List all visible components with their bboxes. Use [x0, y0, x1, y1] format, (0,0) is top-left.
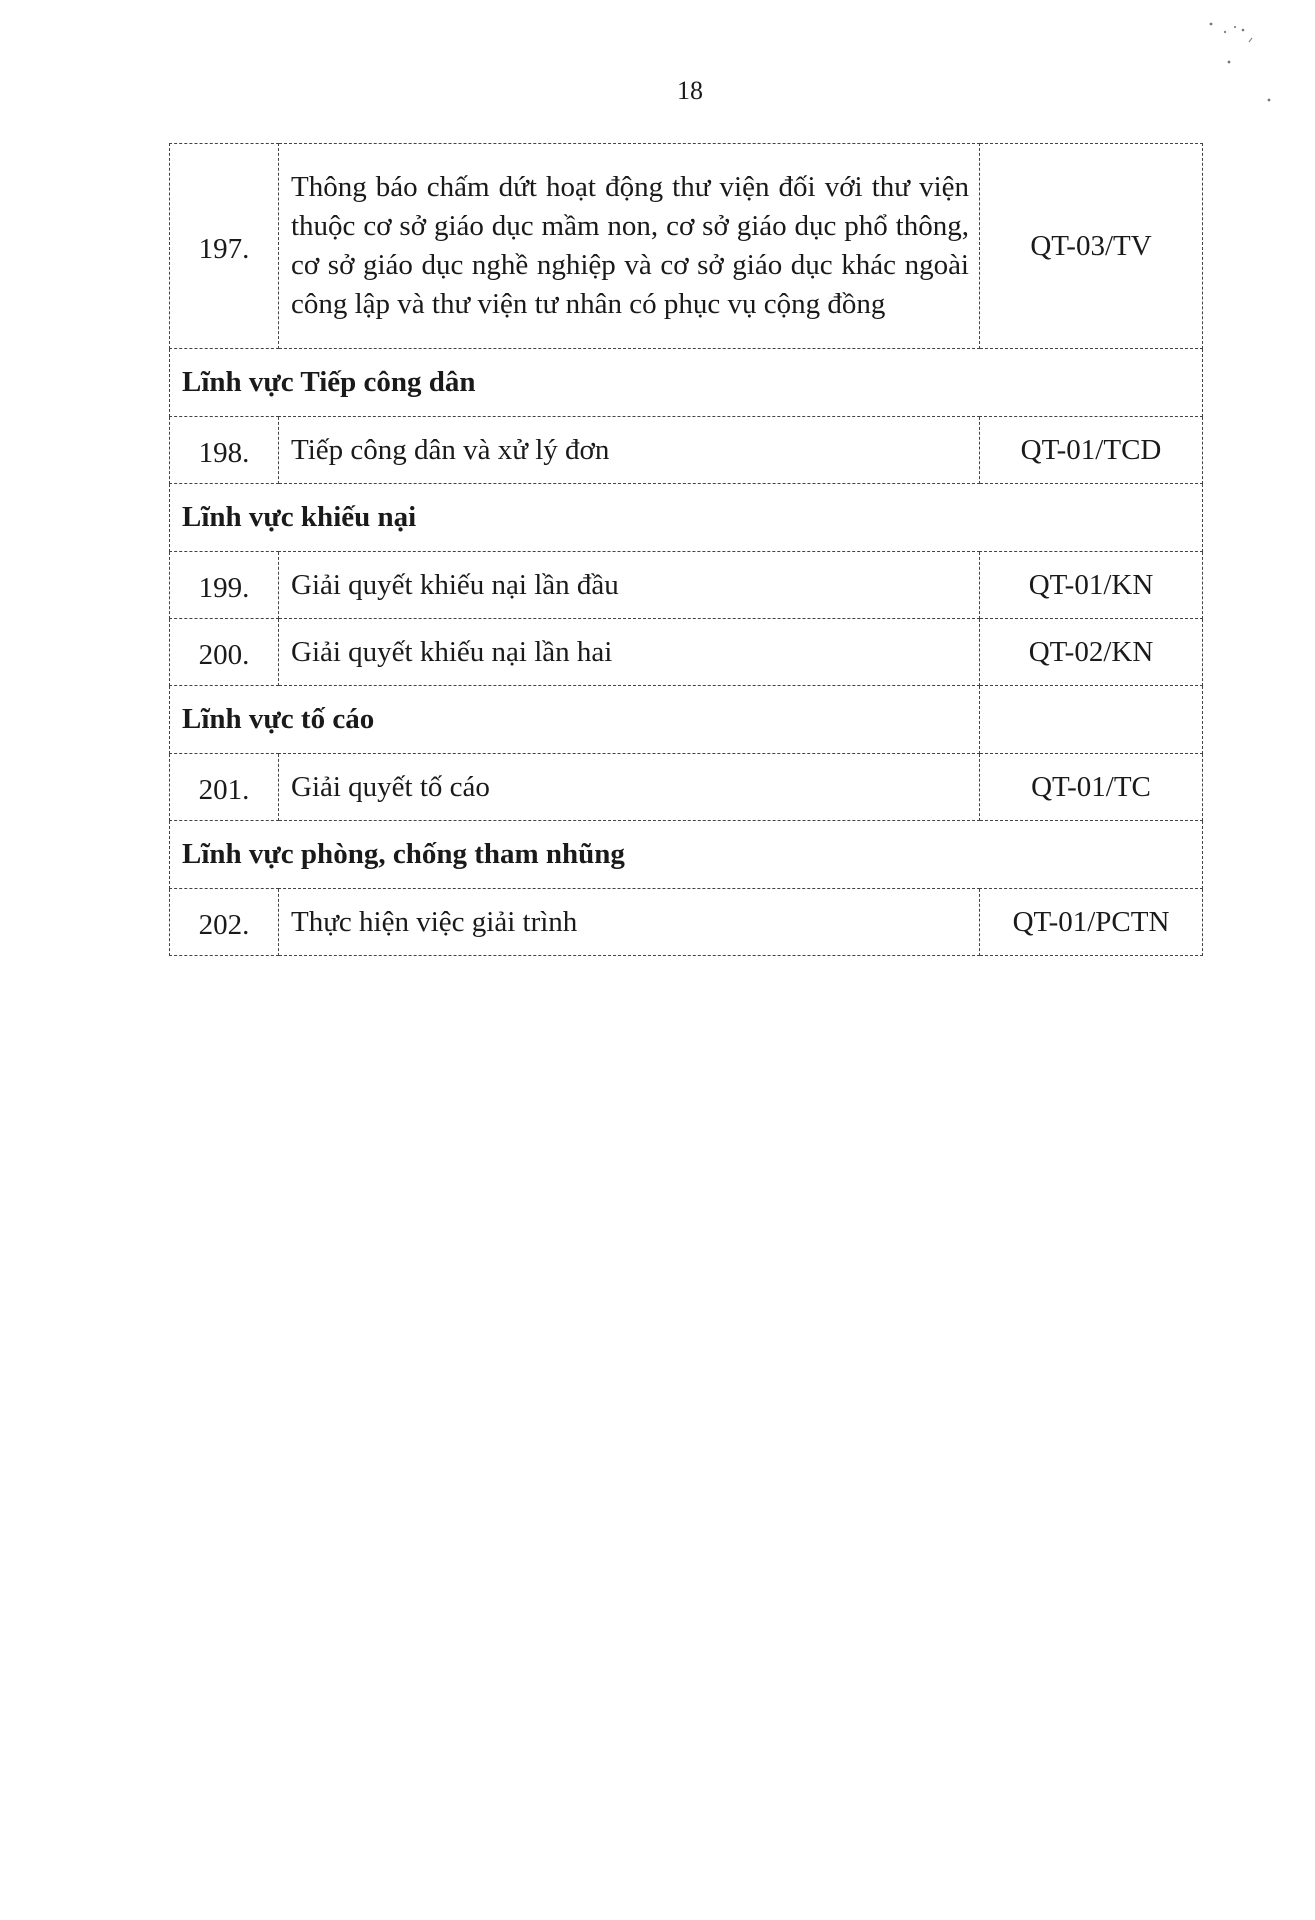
row-number: 202.: [170, 889, 279, 956]
scan-specks: [1205, 18, 1285, 108]
section-row: [170, 686, 1203, 754]
page-number: 18: [677, 76, 703, 105]
row-number: 199.: [170, 552, 279, 619]
procedure-code: QT-01/TCD: [980, 417, 1203, 484]
procedure-name: Thông báo chấm dứt hoạt động thư viện đối với thư viện thuộc cơ sở giáo dục mầm non, cơ sở giáo dục phổ thông, cơ sở giáo dục nghề nghiệp và cơ sở giáo dục khác ngoài công lập và thư viện tư nhân có phục vụ cộng đồng: [279, 144, 980, 349]
section-title: Lĩnh vực Tiếp công dân: [170, 349, 1203, 417]
table-row: [170, 552, 1203, 619]
row-number: 200.: [170, 619, 279, 686]
procedure-name: Thực hiện việc giải trình: [279, 889, 980, 956]
procedure-code: QT-02/KN: [980, 619, 1203, 686]
section-row: [170, 484, 1203, 552]
procedure-name: Giải quyết khiếu nại lần đầu: [279, 552, 980, 619]
row-number: 201.: [170, 754, 279, 821]
table-row: [170, 144, 1203, 349]
procedure-name: Giải quyết tố cáo: [279, 754, 980, 821]
table-row: [170, 619, 1203, 686]
table-row: [170, 889, 1203, 956]
procedure-name: Giải quyết khiếu nại lần hai: [279, 619, 980, 686]
section-title: Lĩnh vực khiếu nại: [170, 484, 1203, 552]
table-row: [170, 417, 1203, 484]
procedure-code: QT-01/KN: [980, 552, 1203, 619]
procedure-name: Tiếp công dân và xử lý đơn: [279, 417, 980, 484]
procedure-code: QT-01/PCTN: [980, 889, 1203, 956]
procedure-table: [169, 143, 1203, 956]
row-number: 198.: [170, 417, 279, 484]
section-title: Lĩnh vực phòng, chống tham nhũng: [170, 821, 1203, 889]
section-row: [170, 349, 1203, 417]
section-title: Lĩnh vực tố cáo: [170, 686, 980, 754]
procedure-code: QT-01/TC: [980, 754, 1203, 821]
table-row: [170, 754, 1203, 821]
empty-code-cell: [980, 686, 1203, 754]
section-row: [170, 821, 1203, 889]
procedure-code: QT-03/TV: [980, 144, 1203, 349]
row-number: 197.: [170, 144, 279, 349]
